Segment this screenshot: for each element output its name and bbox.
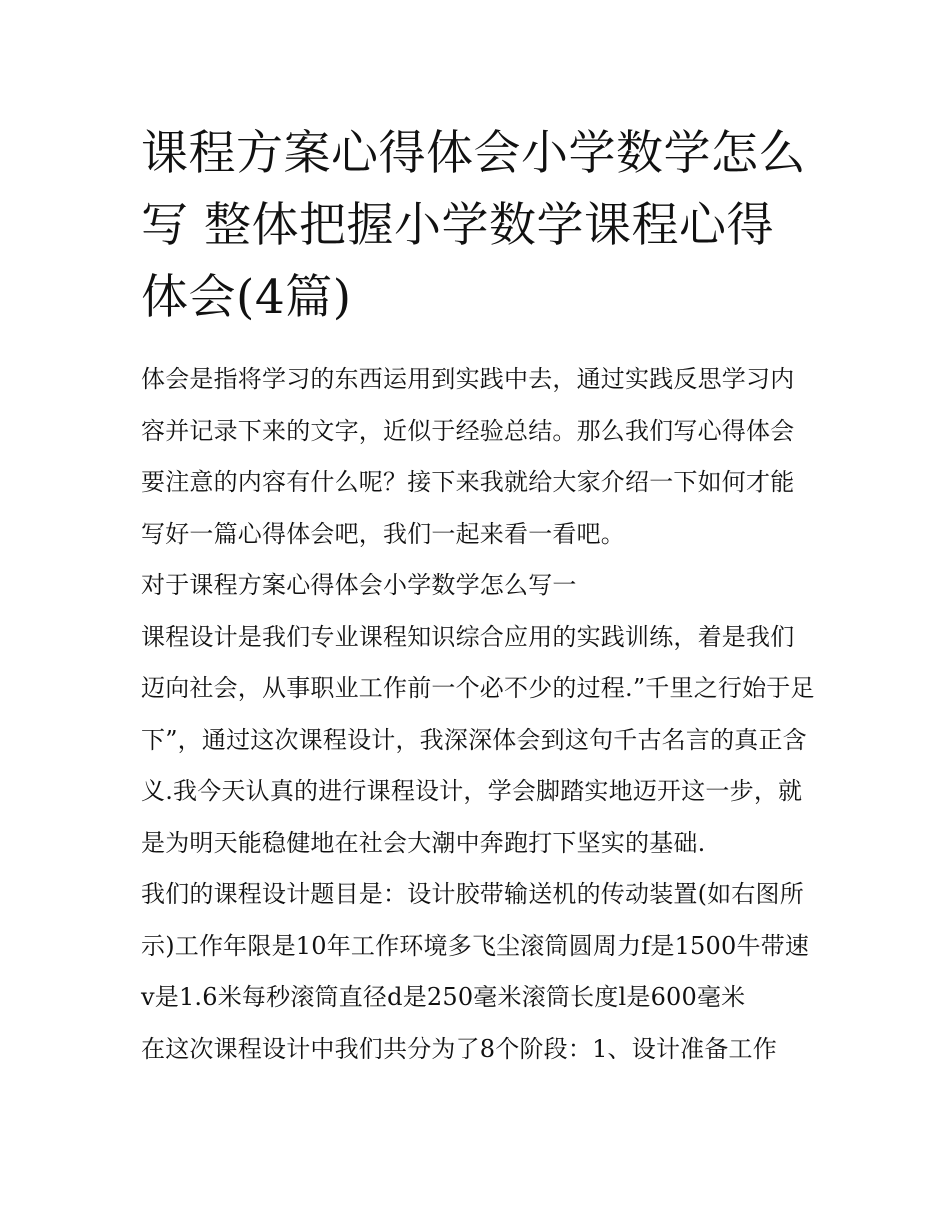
intro-paragraph: 体会是指将学习的东西运用到实践中去，通过实践反思学习内容并记录下来的文字，近似于经验总结。那么我们写心得体会要注意的内容有什么呢？接下来我就给大家介绍一下如何才能写好一篇心得体会吧，我们一起来看一看吧。 — [141, 365, 795, 548]
body-paragraph-2: 我们的课程设计题目是：设计胶带输送机的传动装置(如右图所示)工作年限是10年工作环境多飞尘滚筒圆周力f是1500牛带速v是1.6米每秒滚筒直径d是250毫米滚筒长度l是600毫米 — [141, 880, 810, 1011]
body-paragraph-3: 在这次课程设计中我们共分为了8个阶段：1、设计准备工作 — [141, 1034, 777, 1063]
body-paragraph-1: 课程设计是我们专业课程知识综合应用的实践训练，着是我们迈向社会，从事职业工作前一个必不少的过程.”千里之行始于足下”，通过这次课程设计，我深深体会到这句千古名言的真正含义.我今天认真的进行课程设计，学会脚踏实地迈开这一步，就是为明天能稳健地在社会大潮中奔跑打下坚实的基础. — [141, 622, 815, 857]
document-body — [141, 354, 816, 1075]
section-heading: 对于课程方案心得体会小学数学怎么写一 — [141, 571, 577, 599]
document-title: 课程方案心得体会小学数学怎么写 整体把握小学数学课程心得体会(4篇) — [141, 126, 806, 325]
document-page — [141, 118, 816, 1075]
